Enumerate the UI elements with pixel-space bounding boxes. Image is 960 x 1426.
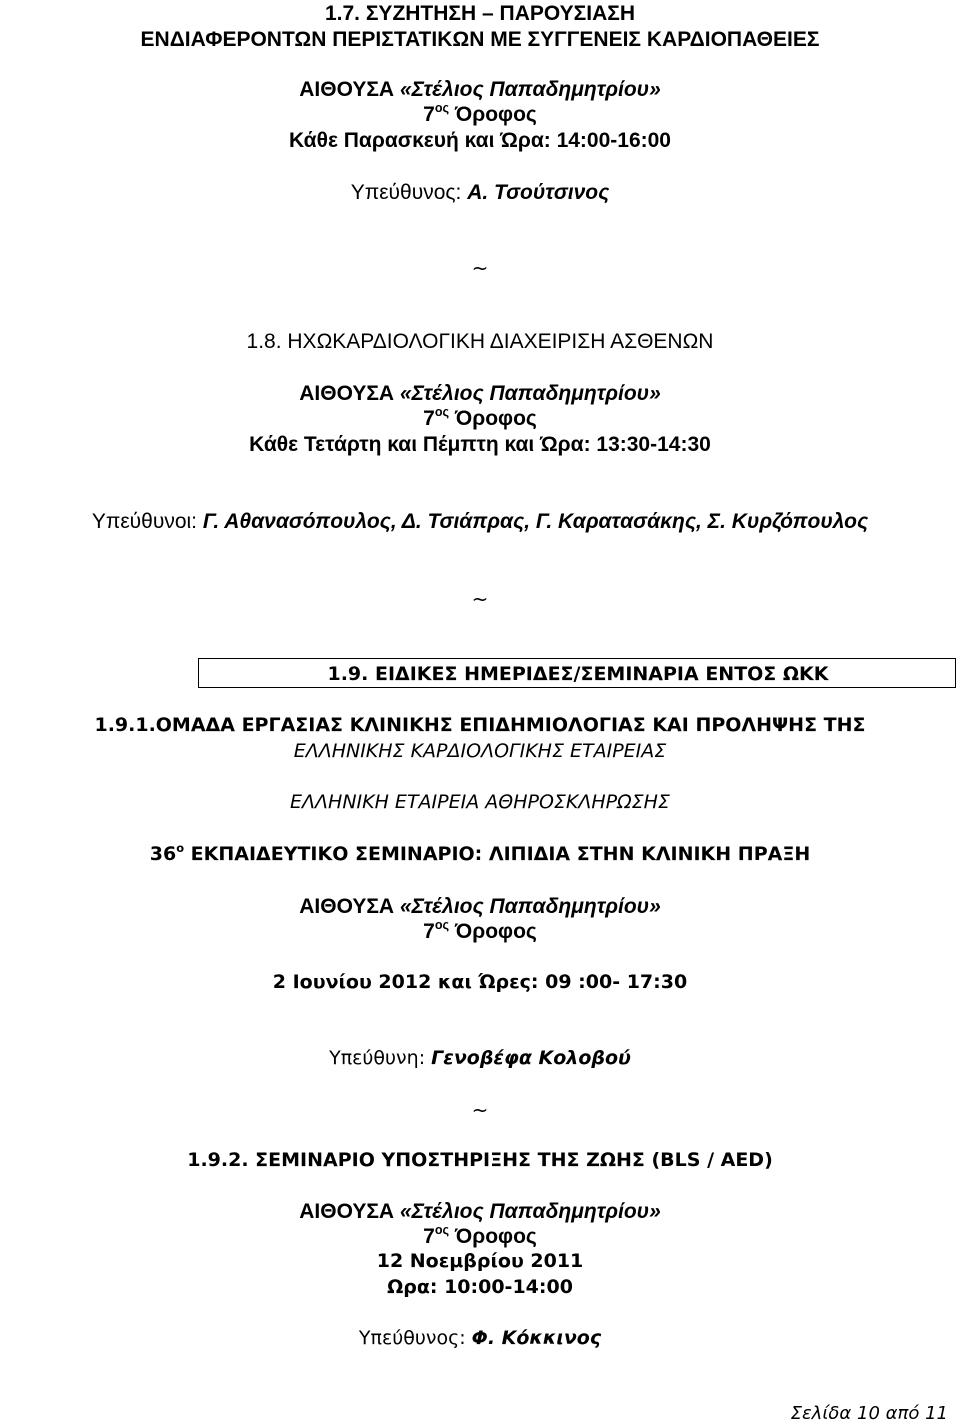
responsible-name: Φ. Κόκκινος <box>471 1327 602 1349</box>
section-1-9-1-heading: 1.9.1.ΟΜΑΔΑ ΕΡΓΑΣΙΑΣ ΚΛΙΝΙΚΗΣ ΕΠΙΔΗΜΙΟΛΟΓΙΑΣ ΚΑΙ ΠΡΟΛΗΨΗΣ ΤΗΣ <box>94 714 866 736</box>
section-1-9-1-floor <box>0 918 960 943</box>
floor-number: 7 <box>423 407 435 430</box>
responsible-label: Υπεύθυνοι: <box>91 510 198 533</box>
section-1-7-title-line2: ΕΝΔΙΑΦΕΡΟΝΤΩΝ ΠΕΡΙΣΤΑΤΙΚΩΝ ΜΕ ΣΥΓΓΕΝΕΙΣ ΚΑΡΔΙΟΠΑΘΕΙΕΣ <box>140 28 820 51</box>
page-number: Σελίδα 10 από 11 <box>790 1403 948 1424</box>
floor-number: 7 <box>423 103 435 126</box>
responsible-label: Υπεύθυνη: <box>329 1047 426 1069</box>
section-1-9-title-box <box>198 658 956 688</box>
ornament-divider-icon: ~ <box>471 1098 489 1122</box>
section-1-7-title-line1: 1.7. ΣΥΖΗΤΗΣΗ – ΠΑΡΟΥΣΙΑΣΗ <box>324 2 636 25</box>
responsible-names: Γ. Αθανασόπουλος, Δ. Τσιάπρας, Γ. Καρατασάκης, Σ. Κυρζόπουλος <box>202 510 869 533</box>
section-1-9-2-floor <box>0 1223 960 1248</box>
ornament-divider-icon: ~ <box>471 256 489 280</box>
section-1-9-2-hall <box>0 1201 960 1222</box>
section-1-9-1-hall <box>0 896 960 917</box>
hall-label: ΑΙΘΟΥΣΑ <box>299 78 395 101</box>
hall-name: «Στέλιος Παπαδημητρίου» <box>399 382 661 405</box>
seminar-ordinal: ο <box>176 840 185 855</box>
floor-ordinal: ος <box>434 1223 450 1237</box>
floor-ordinal: ος <box>434 101 450 115</box>
responsible-name: Α. Τσούτσινος <box>467 181 610 204</box>
hall-name: «Στέλιος Παπαδημητρίου» <box>399 895 661 918</box>
floor-number: 7 <box>423 920 435 943</box>
section-1-7-floor <box>0 101 960 126</box>
section-1-9-1-title <box>0 716 960 735</box>
hall-label: ΑΙΘΟΥΣΑ <box>299 895 395 918</box>
floor-word: Όροφος <box>454 103 537 126</box>
responsible-name: Γενοβέφα Κολοβού <box>431 1047 631 1069</box>
floor-word: Όροφος <box>454 1225 537 1248</box>
section-1-9-1-date-time: 2 Ιουνίου 2012 και Ώρες: 09 :00- 17:30 <box>272 971 688 993</box>
floor-ordinal: ος <box>434 918 450 932</box>
section-1-7-hall <box>0 79 960 100</box>
hall-name: «Στέλιος Παπαδημητρίου» <box>399 1200 661 1223</box>
section-1-9-1-society1: ΕΛΛΗΝΙΚΗΣ ΚΑΡΔΙΟΛΟΓΙΚΗΣ ΕΤΑΙΡΕΙΑΣ <box>293 740 667 762</box>
responsible-label: Υπεύθυνος: <box>350 181 462 204</box>
floor-word: Όροφος <box>454 407 537 430</box>
section-1-8-schedule: Κάθε Τετάρτη και Πέμπτη και Ώρα: 13:30-14:30 <box>249 433 711 456</box>
section-1-9-2-responsible <box>0 1329 960 1348</box>
section-1-8-hall <box>0 383 960 404</box>
hall-label: ΑΙΘΟΥΣΑ <box>299 382 395 405</box>
section-1-9-1-society2: ΕΛΛΗΝΙΚΗ ΕΤΑΙΡΕΙΑ ΑΘΗΡΟΣΚΛΗΡΩΣΗΣ <box>290 791 670 813</box>
section-1-9-title: 1.9. ΕΙΔΙΚΕΣ ΗΜΕΡΙΔΕΣ/ΣΕΜΙΝΑΡΙΑ ΕΝΤΟΣ ΩΚΚ <box>327 663 829 685</box>
section-1-9-2-title: 1.9.2. ΣΕΜΙΝΑΡΙΟ ΥΠΟΣΤΗΡΙΞΗΣ ΤΗΣ ΖΩΗΣ (BLS / AED) <box>187 1149 773 1171</box>
section-1-8-title: 1.8. ΗΧΩΚΑΡΔΙΟΛΟΓΙΚΗ ΔΙΑΧΕΙΡΙΣΗ ΑΣΘΕΝΩΝ <box>246 330 714 353</box>
seminar-number: 36 <box>149 843 177 865</box>
hall-label: ΑΙΘΟΥΣΑ <box>299 1200 395 1223</box>
section-1-9-1-responsible <box>0 1049 960 1068</box>
section-1-7-schedule: Κάθε Παρασκευή και Ώρα: 14:00-16:00 <box>289 129 671 152</box>
section-1-9-2-date: 12 Νοεμβρίου 2011 <box>376 1250 584 1272</box>
floor-number: 7 <box>423 1225 435 1248</box>
section-1-8-floor <box>0 405 960 430</box>
section-1-7-responsible <box>0 182 960 203</box>
ornament-divider-icon: ~ <box>471 587 489 611</box>
responsible-label: Υπεύθυνος: <box>358 1327 466 1349</box>
section-1-9-1-seminar <box>0 840 960 865</box>
floor-ordinal: ος <box>434 405 450 419</box>
section-1-8-responsible <box>0 511 960 532</box>
section-1-9-2-time: Ωρα: 10:00-14:00 <box>387 1276 573 1298</box>
hall-name: «Στέλιος Παπαδημητρίου» <box>399 78 661 101</box>
seminar-title: ΕΚΠΑΙΔΕΥΤΙΚΟ ΣΕΜΙΝΑΡΙΟ: ΛΙΠΙΔΙΑ ΣΤΗΝ ΚΛΙΝΙΚΗ ΠΡΑΞΗ <box>190 843 811 865</box>
floor-word: Όροφος <box>454 920 537 943</box>
